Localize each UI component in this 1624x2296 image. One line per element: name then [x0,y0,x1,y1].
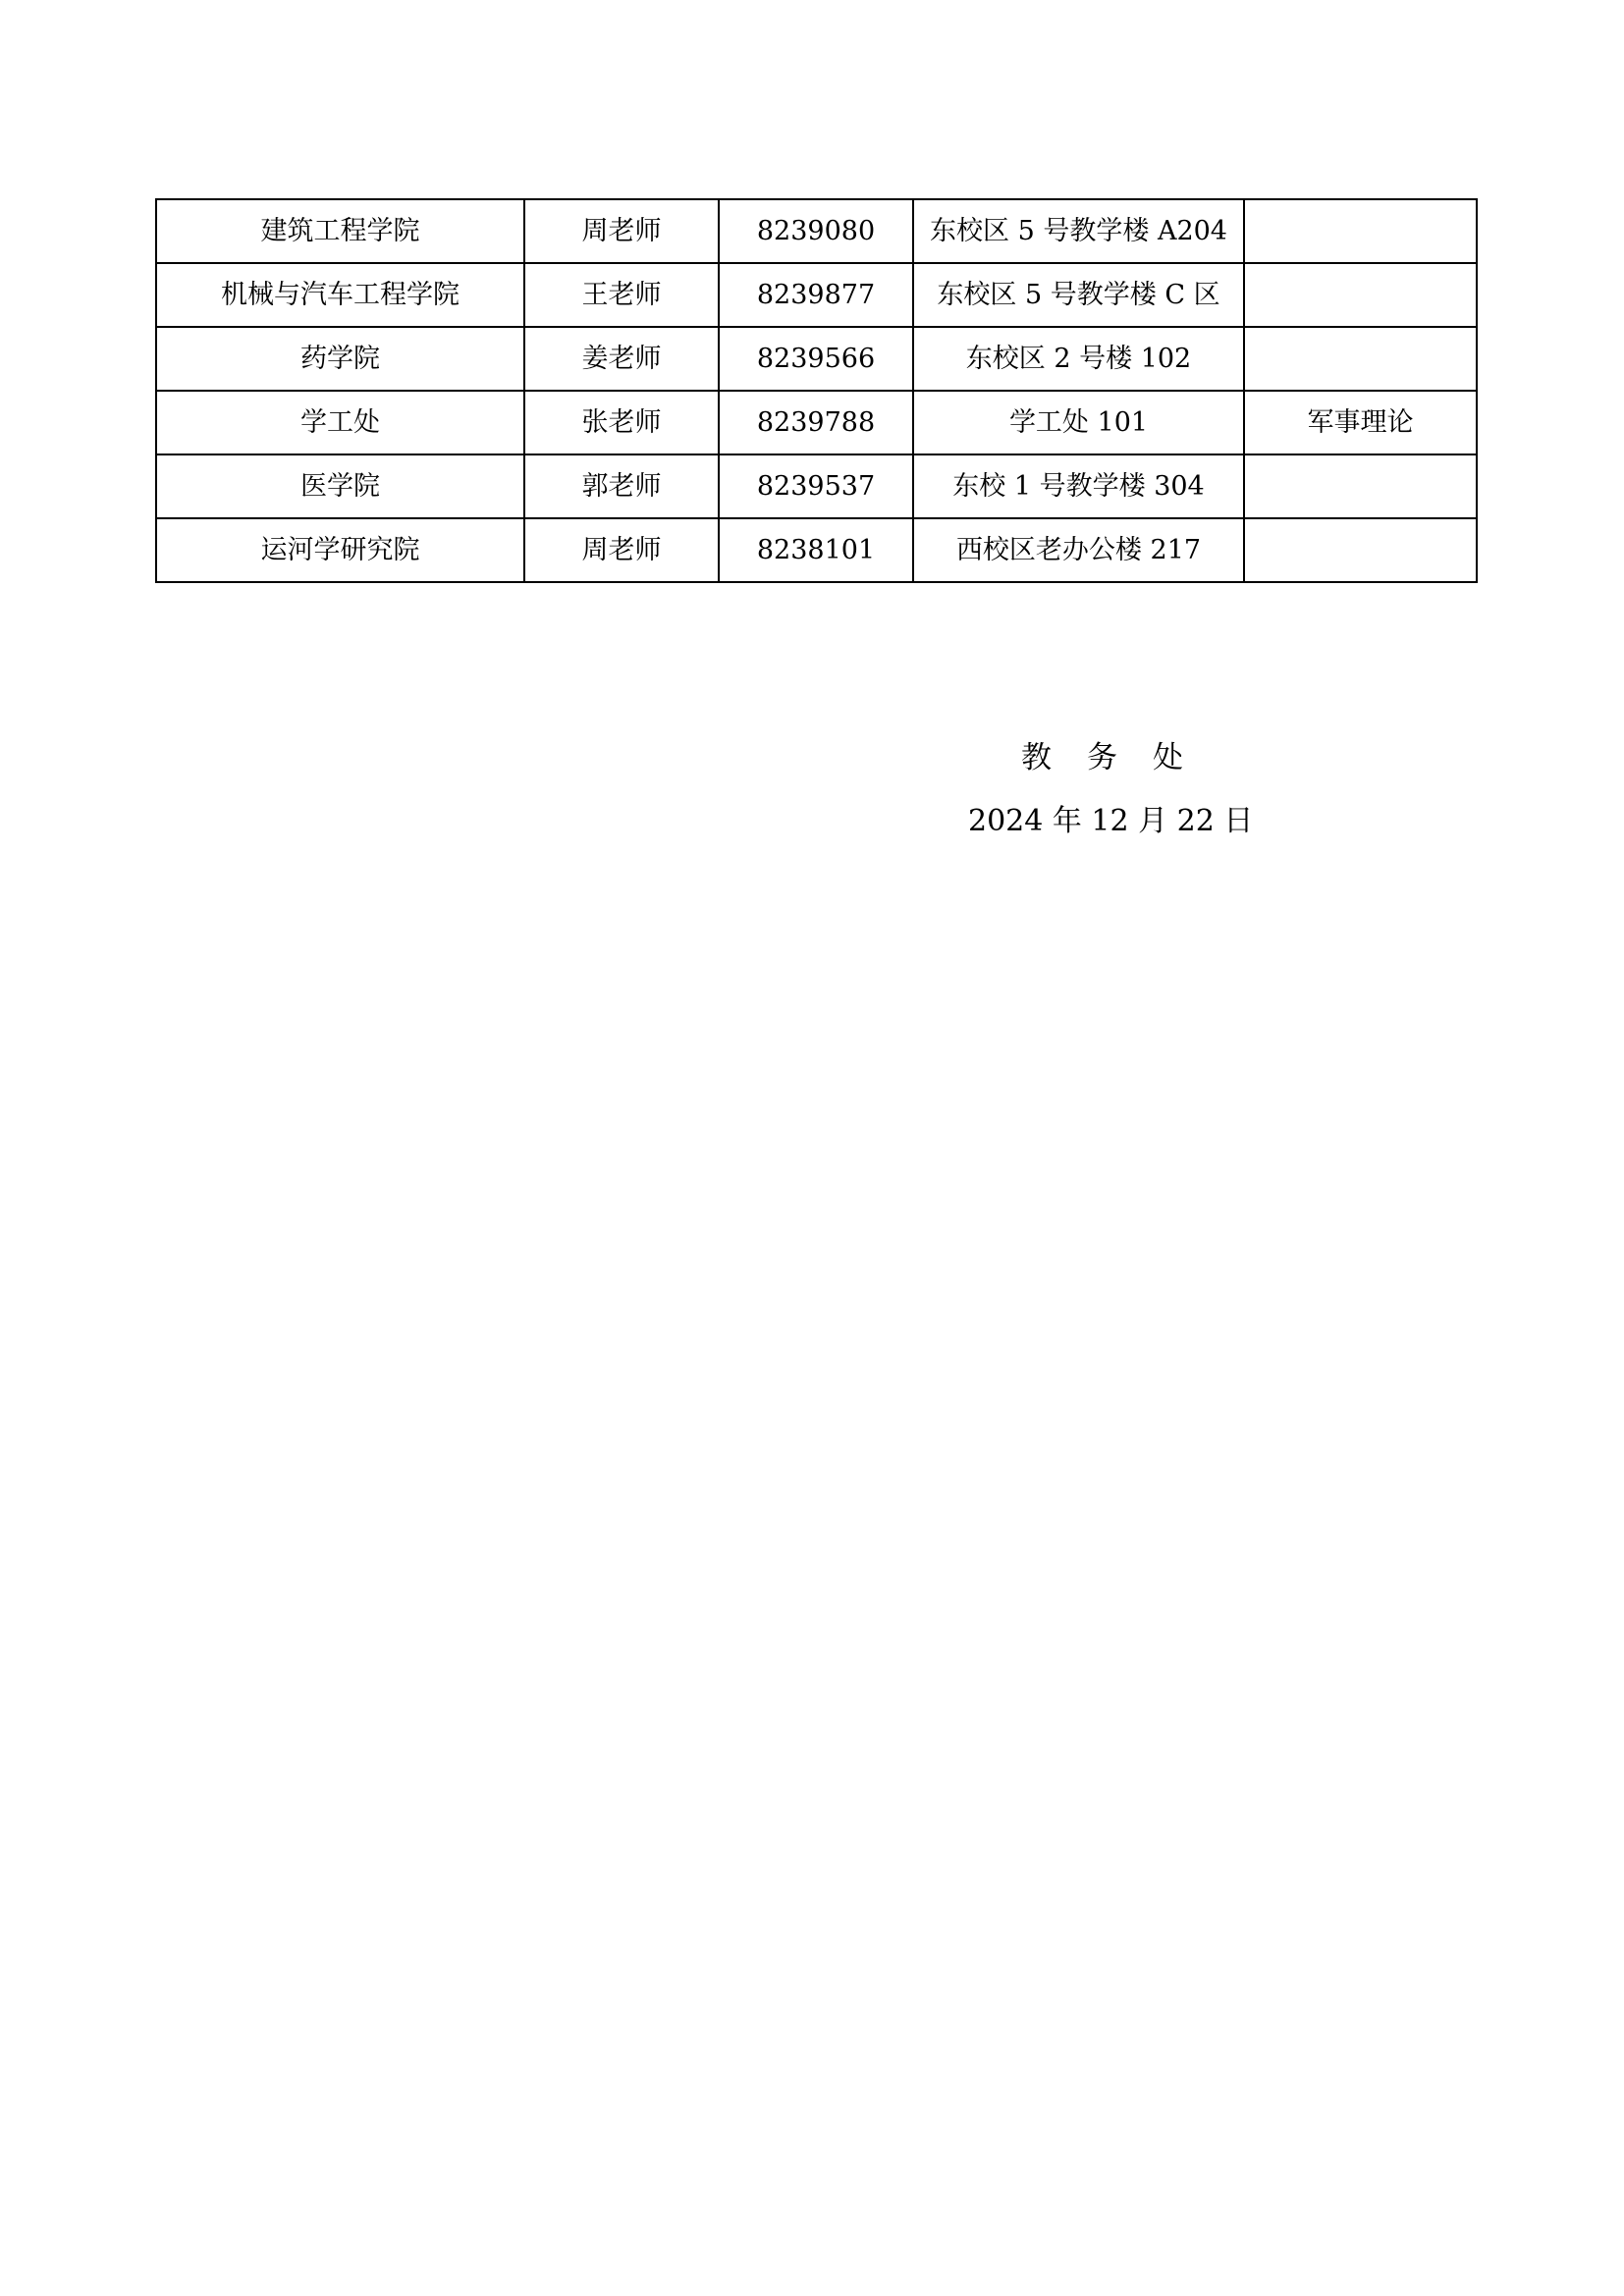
phone-cell: 8238101 [719,518,913,582]
contact-cell: 张老师 [524,391,719,454]
location-cell: 东校区 2 号楼 102 [913,327,1244,391]
contact-cell: 周老师 [524,199,719,263]
location-cell: 东校区 5 号教学楼 A204 [913,199,1244,263]
table-row [156,327,1477,391]
table-row [156,518,1477,582]
contact-cell: 姜老师 [524,327,719,391]
college-cell: 运河学研究院 [156,518,524,582]
phone-cell: 8239537 [719,454,913,518]
phone-cell: 8239788 [719,391,913,454]
location-cell: 东校区 5 号教学楼 C 区 [913,263,1244,327]
contact-cell: 郭老师 [524,454,719,518]
note-cell: 军事理论 [1244,391,1477,454]
phone-cell: 8239080 [719,199,913,263]
phone-cell: 8239566 [719,327,913,391]
college-cell: 学工处 [156,391,524,454]
contact-cell: 王老师 [524,263,719,327]
note-cell [1244,327,1477,391]
college-cell: 医学院 [156,454,524,518]
location-cell: 西校区老办公楼 217 [913,518,1244,582]
issue-date: 2024 年 12 月 22 日 [968,804,1254,838]
table-row [156,454,1477,518]
location-cell: 学工处 101 [913,391,1244,454]
note-cell [1244,263,1477,327]
college-cell: 建筑工程学院 [156,199,524,263]
note-cell [1244,454,1477,518]
college-cell: 机械与汽车工程学院 [156,263,524,327]
table-row [156,199,1477,263]
contact-table [155,198,1478,583]
table-row [156,391,1477,454]
phone-cell: 8239877 [719,263,913,327]
contact-cell: 周老师 [524,518,719,582]
college-cell: 药学院 [156,327,524,391]
location-cell: 东校 1 号教学楼 304 [913,454,1244,518]
note-cell [1244,518,1477,582]
table-row [156,263,1477,327]
issuer-name: 教务处 [1021,740,1218,775]
note-cell [1244,199,1477,263]
